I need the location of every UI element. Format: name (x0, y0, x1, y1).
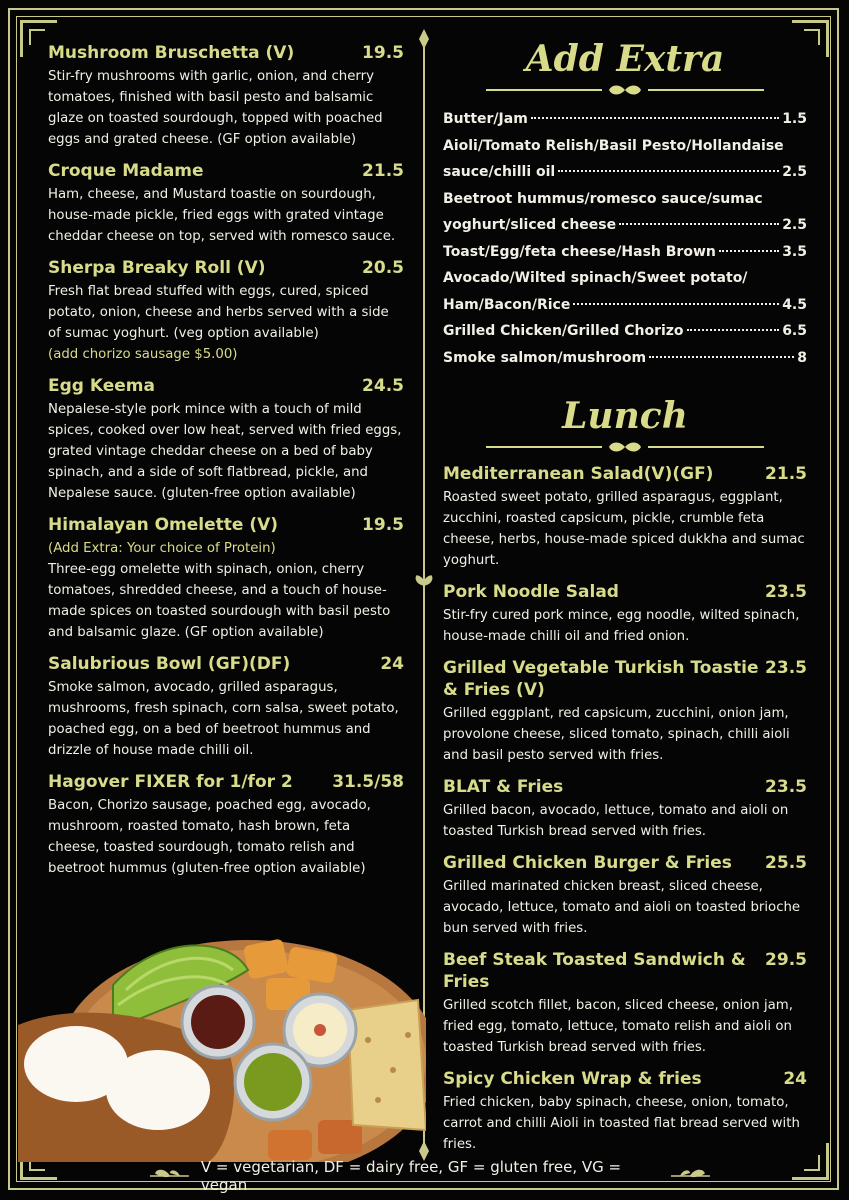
dot-leader (719, 250, 779, 252)
extra-item-price: 3.5 (782, 243, 807, 260)
menu-item-description: Three-egg omelette with spinach, onion, cherry tomatoes, shredded cheese, and a touch of house-made spices on toasted sourdough with basil pesto and balsamic glaze. (GF option available) (48, 562, 391, 640)
menu-item-name: Grilled Chicken Burger & Fries (443, 853, 732, 873)
menu-item-header (443, 776, 807, 798)
extra-item-row (443, 239, 807, 266)
extra-item-line: Aioli/Tomato Relish/Basil Pesto/Hollandaise (443, 137, 784, 154)
menu-item-header (48, 160, 404, 182)
menu-item-name: Croque Madame (48, 161, 204, 181)
menu-item-price: 24.5 (362, 376, 404, 396)
menu-item-name: Salubrious Bowl (GF)(DF) (48, 654, 291, 674)
menu-item-header (48, 42, 404, 64)
menu-item (443, 776, 807, 842)
menu-item-price: 21.5 (765, 464, 807, 484)
menu-item-price: 20.5 (362, 258, 404, 278)
menu-item-price: 25.5 (765, 853, 807, 873)
menu-item (48, 257, 404, 365)
menu-item-header (48, 653, 404, 675)
extra-item-line: Beetroot hummus/romesco sauce/sumac (443, 190, 763, 207)
right-column (443, 38, 807, 1165)
menu-item-description: Grilled marinated chicken breast, sliced cheese, avocado, lettuce, tomato and aioli on toasted brioche bun served with fries. (443, 879, 801, 936)
title-ornament (443, 439, 807, 455)
menu-item (48, 160, 404, 247)
extra-item-price: 2.5 (782, 164, 807, 180)
menu-item (48, 42, 404, 150)
menu-item (443, 657, 807, 766)
menu-item-description: Fresh flat bread stuffed with eggs, cured, spiced potato, onion, cheese and herbs served with a side of sumac yoghurt. (veg option available) (48, 284, 389, 341)
menu-item-description: Nepalese-style pork mince with a touch of mild spices, cooked over low heat, served with fried eggs, grated vintage cheddar cheese on a bed of baby spinach, and a side of soft flatbread, pickle, and Nepalese sauce. (gluten-free option available) (48, 402, 402, 501)
extra-item (443, 106, 807, 133)
dot-leader (558, 170, 779, 172)
extra-item-price: 8 (797, 349, 807, 366)
extra-item-row (443, 318, 807, 345)
menu-item-header (48, 771, 404, 793)
breakfast-list (48, 42, 404, 879)
dietary-legend (150, 1158, 710, 1194)
diamond-ornament-icon (413, 28, 435, 50)
extra-item-name: Grilled Chicken/Grilled Chorizo (443, 323, 684, 339)
menu-item-description: Stir-fry cured pork mince, egg noodle, wilted spinach, house-made chilli oil and fried onion. (443, 608, 800, 644)
menu-item-name: Hagover FIXER for 1/for 2 (48, 772, 293, 792)
menu-item-name: Spicy Chicken Wrap & fries (443, 1069, 702, 1089)
menu-item (48, 771, 404, 879)
lunch-title: Lunch (562, 395, 688, 437)
leaf-ornament-icon (413, 574, 435, 596)
extra-item-price: 1.5 (782, 111, 807, 127)
extra-item-name: sauce/chilli oil (443, 164, 556, 180)
menu-item-header (443, 852, 807, 874)
menu-item-price: 29.5 (765, 950, 807, 970)
menu-item (48, 514, 404, 643)
extra-item-price: 6.5 (782, 323, 807, 339)
menu-item-description: Grilled eggplant, red capsicum, zucchini, onion jam, provolone cheese, sliced tomato, spinach, chilli aioli and basil pesto served with fries. (443, 706, 790, 763)
menu-item-description: Stir-fry mushrooms with garlic, onion, and cherry tomatoes, finished with basil pesto and balsamic glaze on toasted sourdough, topped with poached eggs and grated cheese. (GF option available) (48, 69, 383, 147)
extra-item-name: Ham/Bacon/Rice (443, 296, 571, 313)
menu-item (443, 463, 807, 571)
extra-item-name: Butter/Jam (443, 111, 528, 127)
menu-item (443, 1068, 807, 1155)
extra-item-row (443, 106, 807, 133)
menu-item-note: (add chorizo sausage $5.00) (48, 347, 238, 362)
title-ornament (443, 82, 807, 98)
extra-item (443, 265, 807, 318)
extra-item-row (443, 159, 807, 186)
menu-item (443, 949, 807, 1058)
extra-item (443, 318, 807, 345)
lunch-list (443, 463, 807, 1155)
add-extra-title: Add Extra (525, 38, 725, 80)
extra-item (443, 239, 807, 266)
menu-item-description: Smoke salmon, avocado, grilled asparagus, mushrooms, fresh spinach, corn salsa, sweet potato, poached egg, on a bed of beetroot hummus and drizzle of house made chilli oil. (48, 680, 399, 758)
menu-item-price: 19.5 (362, 515, 404, 535)
menu-item-name: Grilled Vegetable Turkish Toastie & Fries (V) (443, 658, 759, 700)
menu-item-name: Mediterranean Salad(V)(GF) (443, 464, 714, 484)
menu-item-header (443, 581, 807, 603)
menu-item-price: 21.5 (362, 161, 404, 181)
menu-item-header (443, 1068, 807, 1090)
menu-item-description: Fried chicken, baby spinach, cheese, onion, tomato, carrot and chilli Aioli in toasted flat bread served with fries. (443, 1095, 800, 1152)
extra-item (443, 345, 807, 372)
menu-item-name: BLAT & Fries (443, 777, 564, 797)
menu-item-name: Mushroom Bruschetta (V) (48, 43, 295, 63)
menu-item (443, 852, 807, 939)
extra-item-row (443, 292, 807, 319)
leaf-ornament-icon (671, 1167, 710, 1185)
menu-item-description: Grilled scotch fillet, bacon, sliced cheese, onion jam, fried egg, tomato, lettuce, tomato relish and aioli on toasted Turkish bread served with fries. (443, 998, 793, 1055)
menu-item-description: Ham, cheese, and Mustard toastie on sourdough, house-made pickle, fried eggs with grated vintage cheddar cheese on top, served with romesco sauce. (48, 187, 396, 244)
menu-item-header (443, 463, 807, 485)
extra-item-row (443, 212, 807, 239)
dot-leader (531, 117, 779, 119)
extra-item-name: Smoke salmon/mushroom (443, 349, 647, 366)
dot-leader (687, 329, 780, 331)
extra-item-price: 2.5 (782, 217, 807, 233)
menu-item-header (48, 375, 404, 397)
menu-item-name: Pork Noodle Salad (443, 582, 619, 602)
menu-item-note: (Add Extra: Your choice of Protein) (48, 541, 276, 556)
menu-item-price: 24 (783, 1069, 807, 1089)
extra-item (443, 133, 807, 186)
menu-item-name: Sherpa Breaky Roll (V) (48, 258, 266, 278)
menu-item-header (443, 949, 807, 993)
menu-item-price: 19.5 (362, 43, 404, 63)
menu-item-header (48, 514, 404, 536)
legend-text: V = vegetarian, DF = dairy free, GF = gluten free, VG = vegan (200, 1158, 622, 1194)
menu-item (48, 375, 404, 504)
extras-list (443, 106, 807, 371)
dot-leader (573, 303, 779, 305)
menu-item (48, 653, 404, 761)
menu-item-header (48, 257, 404, 279)
menu-item-name: Egg Keema (48, 376, 155, 396)
leaf-divider-icon (608, 439, 642, 455)
menu-item-description: Grilled bacon, avocado, lettuce, tomato and aioli on toasted Turkish bread served with fries. (443, 803, 789, 839)
leaf-divider-icon (608, 82, 642, 98)
breakfast-column (48, 42, 404, 889)
extra-item-name: yoghurt/sliced cheese (443, 217, 617, 233)
leaf-ornament-icon (150, 1167, 189, 1185)
menu-item-price: 23.5 (765, 582, 807, 602)
menu-item-description: Bacon, Chorizo sausage, poached egg, avocado, mushroom, roasted tomato, hash brown, feta cheese, toasted sourdough, tomato relish and beetroot hummus (gluten-free option available) (48, 798, 371, 876)
menu-item-price: 23.5 (765, 777, 807, 797)
menu-item (443, 581, 807, 647)
extra-item-price: 4.5 (782, 296, 807, 313)
dot-leader (619, 223, 779, 225)
extra-item-row (443, 345, 807, 372)
extra-item-name: Toast/Egg/feta cheese/Hash Brown (443, 243, 716, 260)
menu-item-price: 24 (380, 654, 404, 674)
extra-item (443, 186, 807, 239)
menu-item-price: 31.5/58 (332, 772, 404, 792)
menu-item-name: Beef Steak Toasted Sandwich & Fries (443, 950, 746, 992)
food-platter-photo (18, 930, 426, 1162)
menu-item-description: Roasted sweet potato, grilled asparagus, eggplant, zucchini, roasted capsicum, pickle, crumble feta cheese, herbs, house-made spiced dukkha and sumac yoghurt. (443, 490, 805, 568)
menu-item-header (443, 657, 807, 701)
menu-item-price: 23.5 (765, 658, 807, 678)
menu-item-name: Himalayan Omelette (V) (48, 515, 279, 535)
dot-leader (649, 356, 794, 358)
extra-item-line: Avocado/Wilted spinach/Sweet potato/ (443, 270, 748, 286)
